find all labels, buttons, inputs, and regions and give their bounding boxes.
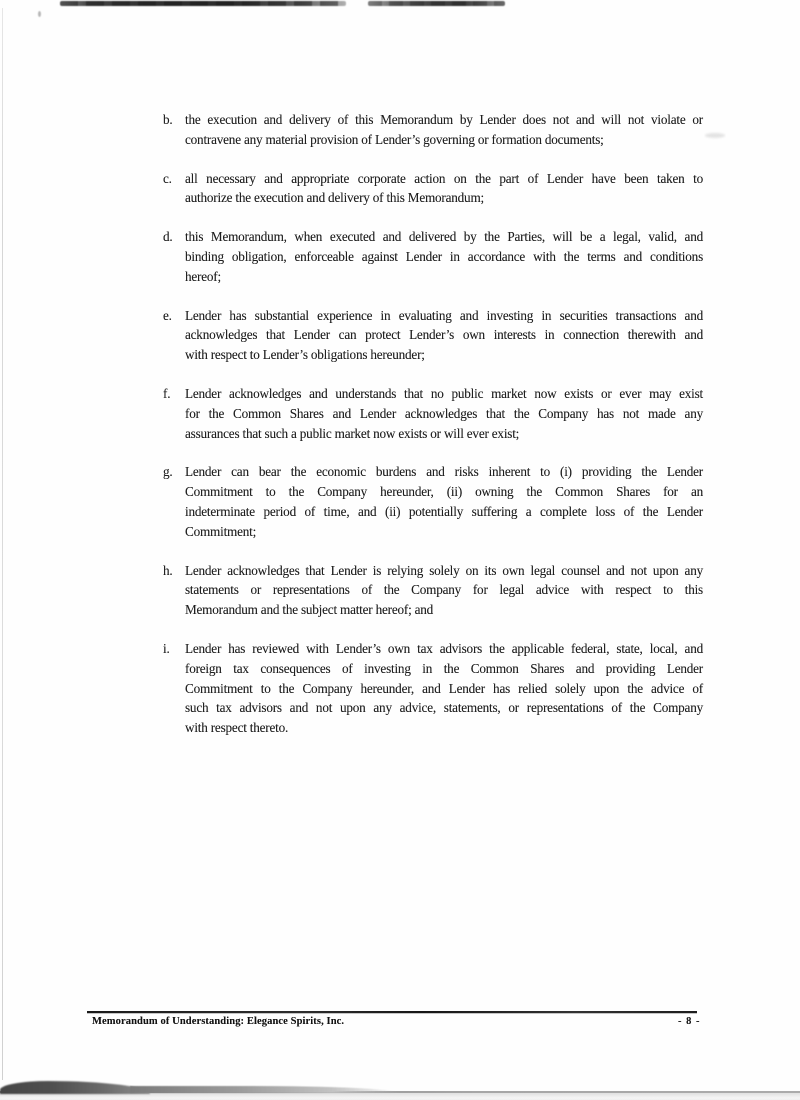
item-text xyxy=(185,227,703,286)
text-line: this Memorandum, when executed and delivered by the Parties, will be a legal, valid, and xyxy=(185,229,703,245)
list-item-h xyxy=(163,561,703,620)
footer-rule xyxy=(87,1011,697,1013)
item-text xyxy=(185,306,703,365)
text-line: for the Common Shares and Lender acknowledges that the Company has not made any xyxy=(185,405,703,421)
text-line: Memorandum and the subject matter hereof; and xyxy=(185,602,434,618)
text-line: foreign tax consequences of investing in the Common Shares and providing Lender xyxy=(185,660,703,676)
text-line: all necessary and appropriate corporate action on the part of Lender have been taken to xyxy=(185,170,703,186)
item-text xyxy=(185,110,703,150)
footer-page-number: - 8 - xyxy=(678,1016,701,1027)
list-item-i xyxy=(163,639,703,738)
text-line: Lender acknowledges and understands that no public market now exists or ever may exist xyxy=(185,385,703,401)
scan-artifact-bottom-strip xyxy=(0,1093,800,1100)
item-text xyxy=(185,462,703,541)
scan-artifact-left-edge-line xyxy=(2,8,3,1080)
text-line: indeterminate period of time, and (ii) potentially suffering a complete loss of the Lender xyxy=(185,503,703,519)
item-letter: i. xyxy=(163,640,170,656)
text-line: such tax advisors and not upon any advice, statements, or representations of the Company xyxy=(185,700,703,716)
text-line: the execution and delivery of this Memorandum by Lender does not and will not violate or xyxy=(185,112,703,127)
text-line: with respect to Lender’s obligations hereunder; xyxy=(185,347,425,363)
list-item-e xyxy=(163,306,703,365)
text-line: with respect thereto. xyxy=(185,720,289,736)
text-line: assurances that such a public market now exists or will ever exist; xyxy=(185,425,520,441)
scan-artifact-bottom-tail xyxy=(130,1086,400,1093)
scan-artifact-top-left-smudge xyxy=(60,1,346,6)
text-line: Lender has substantial experience in evaluating and investing in securities transactions and xyxy=(185,307,703,323)
item-letter: e. xyxy=(163,307,172,323)
text-line: acknowledges that Lender can protect Lender’s own interests in connection therewith and xyxy=(185,327,703,343)
item-letter: h. xyxy=(163,562,173,578)
item-text xyxy=(185,169,703,209)
item-letter: b. xyxy=(163,112,173,127)
list-item-f xyxy=(163,384,703,443)
scan-artifact-bottom-blob xyxy=(0,1081,150,1094)
list-item-d xyxy=(163,227,703,286)
footer-title: Memorandum of Understanding: Elegance Spirits, Inc. xyxy=(92,1016,345,1027)
text-line: Commitment to the Company hereunder, (ii) owning the Common Shares for an xyxy=(185,484,703,500)
list-item-c xyxy=(163,169,703,209)
text-line: contravene any material provision of Lender’s governing or formation documents; xyxy=(185,131,604,147)
text-line: Commitment to the Company hereunder, and Lender has relied solely upon the advice of xyxy=(185,680,703,696)
lettered-list-section xyxy=(163,110,703,738)
item-letter: g. xyxy=(163,464,173,480)
list-item-b xyxy=(163,110,703,150)
item-letter: f. xyxy=(163,385,171,401)
text-line: Lender can bear the economic burdens and risks inherent to (i) providing the Lender xyxy=(185,464,703,480)
scan-artifact-speck-left xyxy=(38,11,41,17)
text-line: Lender has reviewed with Lender’s own tax advisors the applicable federal, state, local, and xyxy=(185,640,703,656)
scan-artifact-top-right-smudge xyxy=(368,1,505,6)
text-line: Lender acknowledges that Lender is relying solely on its own legal counsel and not upon any xyxy=(185,562,703,578)
scan-artifact-speck-right xyxy=(705,133,725,138)
text-line: binding obligation, enforceable against Lender in accordance with the terms and conditions xyxy=(185,248,703,264)
text-line: authorize the execution and delivery of this Memorandum; xyxy=(185,190,484,206)
item-text xyxy=(185,384,703,443)
text-line: Commitment; xyxy=(185,523,257,539)
text-line: statements or representations of the Company for legal advice with respect to this xyxy=(185,582,703,598)
item-text xyxy=(185,561,703,620)
list-item-g xyxy=(163,462,703,541)
item-text xyxy=(185,639,703,738)
list-items xyxy=(163,110,703,738)
item-letter: d. xyxy=(163,229,173,245)
text-line: hereof; xyxy=(185,268,221,284)
item-letter: c. xyxy=(163,170,172,186)
